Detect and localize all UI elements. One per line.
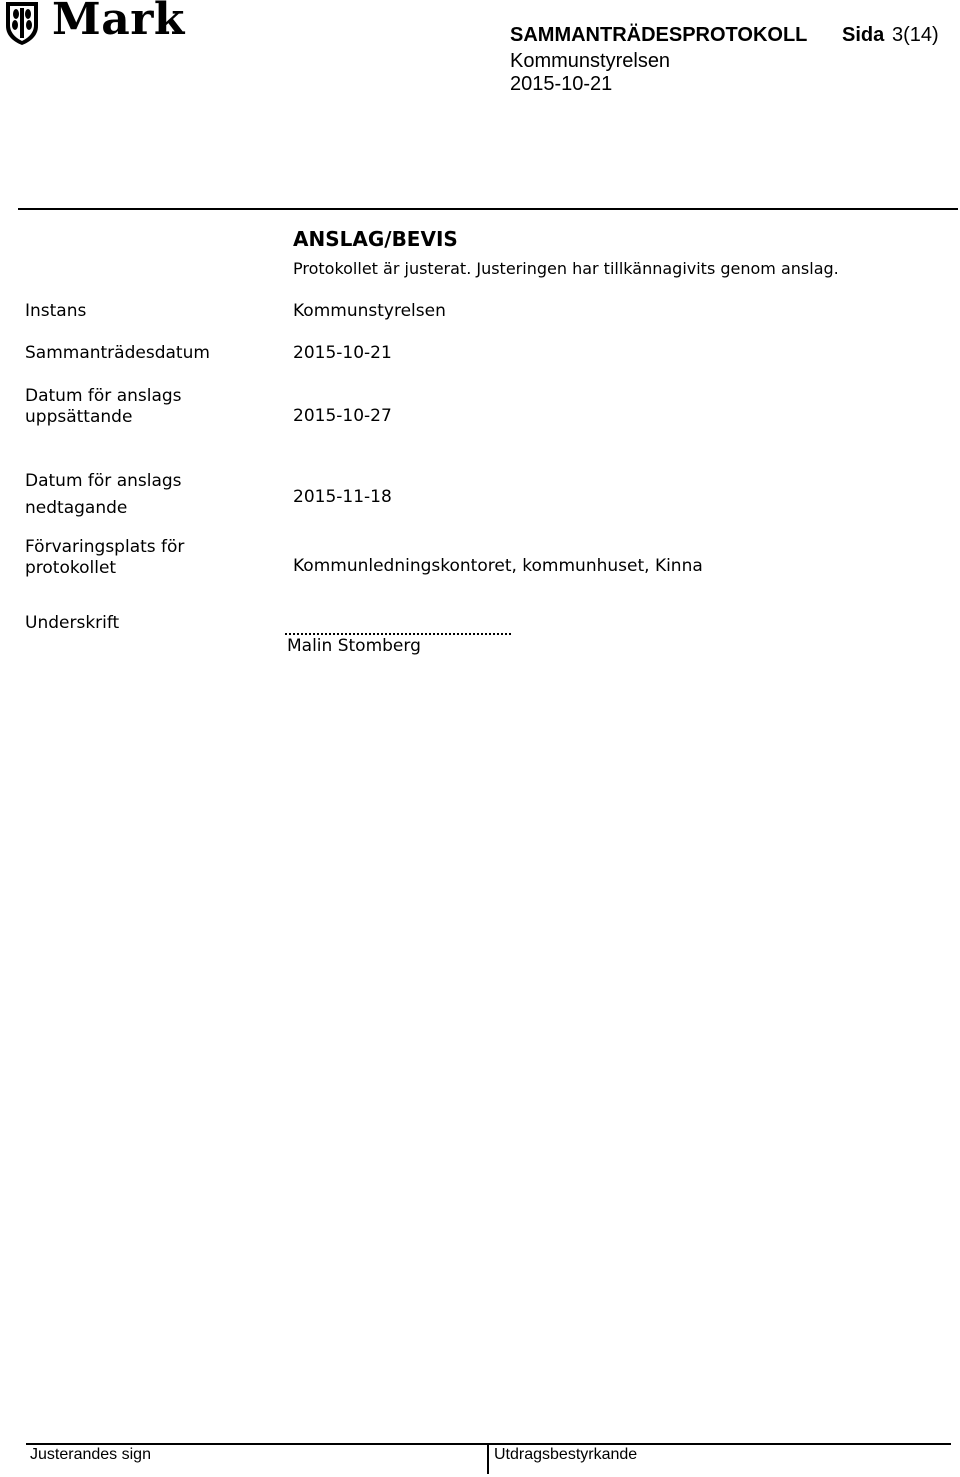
meeting-date-value: 2015-10-21 — [293, 343, 392, 363]
instans-value: Kommunstyrelsen — [293, 301, 446, 321]
removal-date-label-line1: Datum för anslags — [25, 471, 182, 491]
footer-extract-certification: Utdragsbestyrkande — [494, 1446, 638, 1463]
storage-location-label — [25, 537, 245, 579]
logo-wordmark: Mark — [52, 0, 185, 45]
storage-location-label-line1: Förvaringsplats för — [25, 537, 185, 557]
footer-rule-right — [489, 1443, 951, 1445]
footer-rule-left — [26, 1443, 487, 1445]
posting-date-label-line2: uppsättande — [25, 407, 133, 427]
removal-date-label-line2: nedtagande — [25, 498, 128, 518]
page-number: 3(14) — [892, 24, 939, 46]
meeting-date-label: Sammanträdesdatum — [25, 343, 210, 363]
page-label: Sida — [842, 24, 885, 46]
footer-adjuster-sign: Justerandes sign — [30, 1446, 151, 1463]
municipality-crest-logo — [4, 0, 40, 46]
removal-date-value: 2015-11-18 — [293, 487, 392, 507]
storage-location-label-line2: protokollet — [25, 558, 117, 578]
document-title: SAMMANTRÄDESPROTOKOLL — [510, 24, 808, 46]
instans-label: Instans — [25, 301, 87, 321]
removal-date-label — [25, 468, 245, 522]
section-heading: ANSLAG/BEVIS — [293, 227, 458, 251]
posting-date-value: 2015-10-27 — [293, 406, 392, 426]
signatory-name: Malin Stomberg — [287, 636, 421, 656]
signature-line — [285, 633, 511, 635]
signature-label: Underskrift — [25, 613, 120, 633]
posting-date-label — [25, 386, 245, 428]
header-meeting-date: 2015-10-21 — [510, 73, 613, 95]
storage-location-value: Kommunledningskontoret, kommunhuset, Kinna — [293, 556, 703, 576]
posting-date-label-line1: Datum för anslags — [25, 386, 182, 406]
footer-divider — [487, 1443, 489, 1474]
header-divider — [18, 208, 958, 210]
header-body-name: Kommunstyrelsen — [510, 50, 671, 72]
anslag-statement: Protokollet är justerat. Justeringen har tillkännagivits genom anslag. — [293, 259, 839, 278]
